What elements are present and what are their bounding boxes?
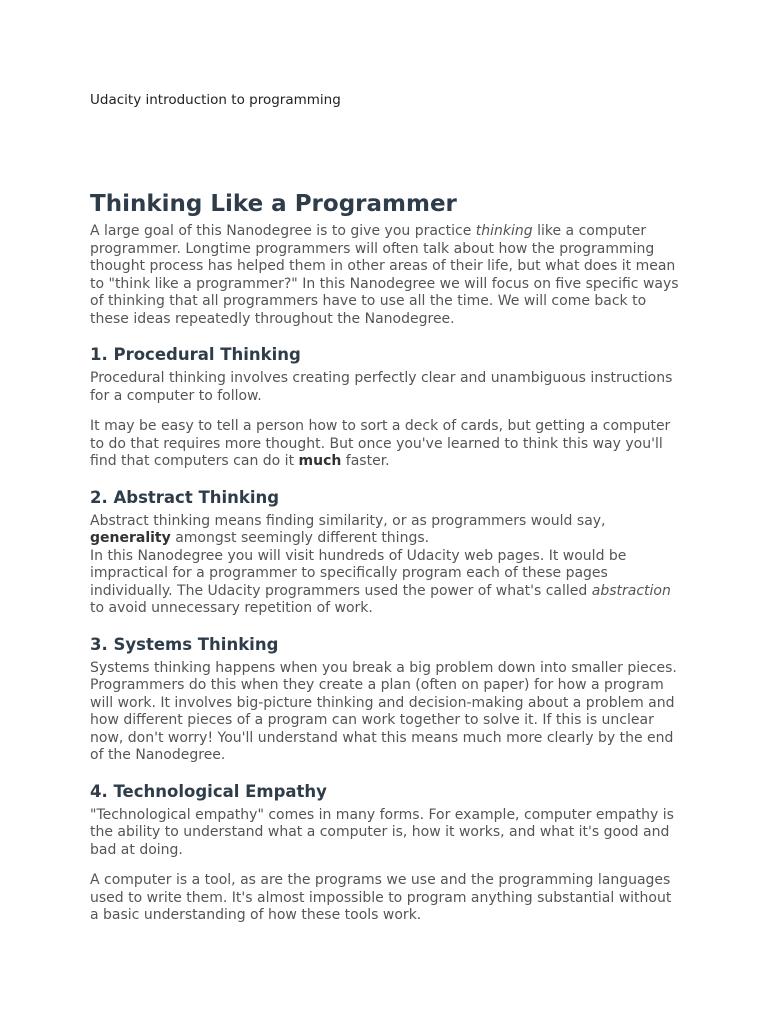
procedural-p2-strong: much bbox=[298, 453, 342, 469]
procedural-paragraph-2 bbox=[90, 418, 680, 471]
systems-thinking-heading: 3. Systems Thinking bbox=[90, 634, 279, 654]
procedural-p2-pre: It may be easy to tell a person how to sort a deck of cards, but getting a computer to do that requires more thought. But once you've learned to think this way you'll find that computers can do it bbox=[90, 418, 671, 469]
systems-paragraph-1: Systems thinking happens when you break a big problem down into smaller pieces. Programmers do this when they create a plan (often on paper) for how a program will work. It involves big-picture thinking and decision-making about a problem and how different pieces of a program can work together to solve it. If this is unclear now, don't worry! You'll understand what this means much more clearly by the end of the Nanodegree. bbox=[90, 659, 677, 763]
technological-empathy-heading: 4. Technological Empathy bbox=[90, 781, 327, 801]
abstract-p2-pre: In this Nanodegree you will visit hundreds of Udacity web pages. It would be impractical for a programmer to specifically program each of these pages individually. The Udacity programmers used the power of what's called bbox=[90, 547, 627, 599]
procedural-p2-post: faster. bbox=[341, 453, 390, 469]
empathy-paragraph-1: "Technological empathy" comes in many forms. For example, computer empathy is the ability to understand what a computer is, how it works, and what it's good and bad at doing. bbox=[90, 806, 674, 858]
abstract-paragraph-1 bbox=[90, 513, 680, 548]
intro-text-post: like a computer programmer. Longtime programmers will often talk about how the programming thought process has helped them in other areas of their life, but what does it mean to "think like a programmer?" In this Nanodegree we will focus on five specific ways of thinking that all programmers have to use all the time. We will come back to these ideas repeatedly throughout the Nanodegree. bbox=[90, 223, 679, 327]
abstract-p1-post: amongst seemingly different things. bbox=[170, 530, 430, 546]
document-header: Udacity introduction to programming bbox=[90, 92, 341, 108]
intro-emphasis: thinking bbox=[475, 223, 533, 239]
abstract-p1-pre: Abstract thinking means finding similarity, or as programmers would say, bbox=[90, 512, 606, 529]
abstract-thinking-heading: 2. Abstract Thinking bbox=[90, 487, 280, 507]
abstract-paragraph-2 bbox=[90, 548, 680, 618]
abstract-p2-post: to avoid unnecessary repetition of work. bbox=[90, 600, 373, 616]
abstract-p2-emphasis: abstraction bbox=[591, 582, 671, 599]
abstract-p1-strong: generality bbox=[90, 530, 171, 546]
intro-paragraph bbox=[90, 223, 680, 328]
page-title: Thinking Like a Programmer bbox=[90, 191, 457, 217]
intro-text-pre: A large goal of this Nanodegree is to give you practice bbox=[90, 223, 476, 239]
empathy-paragraph-2: A computer is a tool, as are the programs we use and the programming languages used to write them. It's almost impossible to program anything substantial without a basic understanding of how these tools work. bbox=[90, 872, 672, 923]
procedural-paragraph-1: Procedural thinking involves creating perfectly clear and unambiguous instructions for a computer to follow. bbox=[90, 370, 673, 404]
procedural-thinking-heading: 1. Procedural Thinking bbox=[90, 345, 301, 364]
